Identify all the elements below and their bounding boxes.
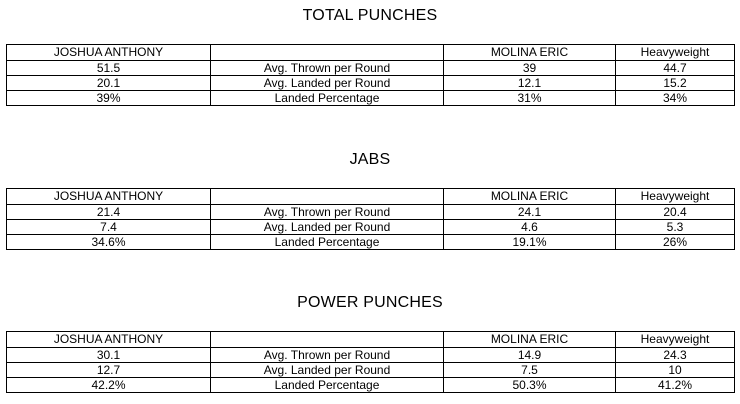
table-row xyxy=(7,61,735,76)
fighter-a-value: 21.4 xyxy=(7,205,211,220)
division-value: 10 xyxy=(616,363,735,378)
fighter-a-value: 39% xyxy=(7,91,211,106)
division-value: 24.3 xyxy=(616,348,735,363)
section-title-total-punches: TOTAL PUNCHES xyxy=(302,7,438,24)
table-row xyxy=(7,76,735,91)
stat-label-header xyxy=(211,45,444,61)
fighter-a-value: 51.5 xyxy=(7,61,211,76)
stat-label: Avg. Thrown per Round xyxy=(211,205,444,220)
fighter-b-value: 31% xyxy=(444,91,616,106)
table-row xyxy=(7,205,735,220)
division-header: Heavyweight xyxy=(616,45,735,61)
fighter-b-value: 14.9 xyxy=(444,348,616,363)
division-value: 34% xyxy=(616,91,735,106)
fighter-a-value: 7.4 xyxy=(7,220,211,235)
stat-label: Avg. Landed per Round xyxy=(211,76,444,91)
division-header: Heavyweight xyxy=(616,189,735,205)
stat-label: Landed Percentage xyxy=(211,91,444,106)
table-row xyxy=(7,363,735,378)
fighter-a-header: JOSHUA ANTHONY xyxy=(7,332,211,348)
stat-label-header xyxy=(211,332,444,348)
table-row xyxy=(7,378,735,393)
division-header: Heavyweight xyxy=(616,332,735,348)
stat-label-header xyxy=(211,189,444,205)
fighter-a-header: JOSHUA ANTHONY xyxy=(7,189,211,205)
fighter-b-value: 39 xyxy=(444,61,616,76)
stat-label: Avg. Thrown per Round xyxy=(211,348,444,363)
stat-label: Landed Percentage xyxy=(211,378,444,393)
table-header-row xyxy=(7,45,735,61)
fighter-b-header: MOLINA ERIC xyxy=(444,189,616,205)
fighter-b-header: MOLINA ERIC xyxy=(444,45,616,61)
fighter-b-value: 19.1% xyxy=(444,235,616,250)
stat-label: Avg. Thrown per Round xyxy=(211,61,444,76)
fighter-b-value: 24.1 xyxy=(444,205,616,220)
table-row xyxy=(7,220,735,235)
fighter-a-value: 30.1 xyxy=(7,348,211,363)
division-value: 41.2% xyxy=(616,378,735,393)
fighter-b-header: MOLINA ERIC xyxy=(444,332,616,348)
section-title-jabs: JABS xyxy=(349,151,391,168)
stat-label: Avg. Landed per Round xyxy=(211,220,444,235)
table-row xyxy=(7,91,735,106)
division-value: 20.4 xyxy=(616,205,735,220)
table-header-row xyxy=(7,189,735,205)
stat-label: Landed Percentage xyxy=(211,235,444,250)
division-value: 26% xyxy=(616,235,735,250)
fighter-b-value: 12.1 xyxy=(444,76,616,91)
table-header-row xyxy=(7,332,735,348)
division-value: 44.7 xyxy=(616,61,735,76)
table-row xyxy=(7,348,735,363)
table-row xyxy=(7,235,735,250)
power-punches-table xyxy=(6,331,735,393)
fighter-b-value: 4.6 xyxy=(444,220,616,235)
fighter-a-value: 20.1 xyxy=(7,76,211,91)
division-value: 15.2 xyxy=(616,76,735,91)
fighter-a-value: 34.6% xyxy=(7,235,211,250)
section-title-power-punches: POWER PUNCHES xyxy=(297,294,443,311)
fighter-a-header: JOSHUA ANTHONY xyxy=(7,45,211,61)
fighter-b-value: 7.5 xyxy=(444,363,616,378)
fighter-a-value: 42.2% xyxy=(7,378,211,393)
division-value: 5.3 xyxy=(616,220,735,235)
stat-label: Avg. Landed per Round xyxy=(211,363,444,378)
total-punches-table xyxy=(6,44,735,106)
fighter-b-value: 50.3% xyxy=(444,378,616,393)
jabs-table xyxy=(6,188,735,250)
fighter-a-value: 12.7 xyxy=(7,363,211,378)
